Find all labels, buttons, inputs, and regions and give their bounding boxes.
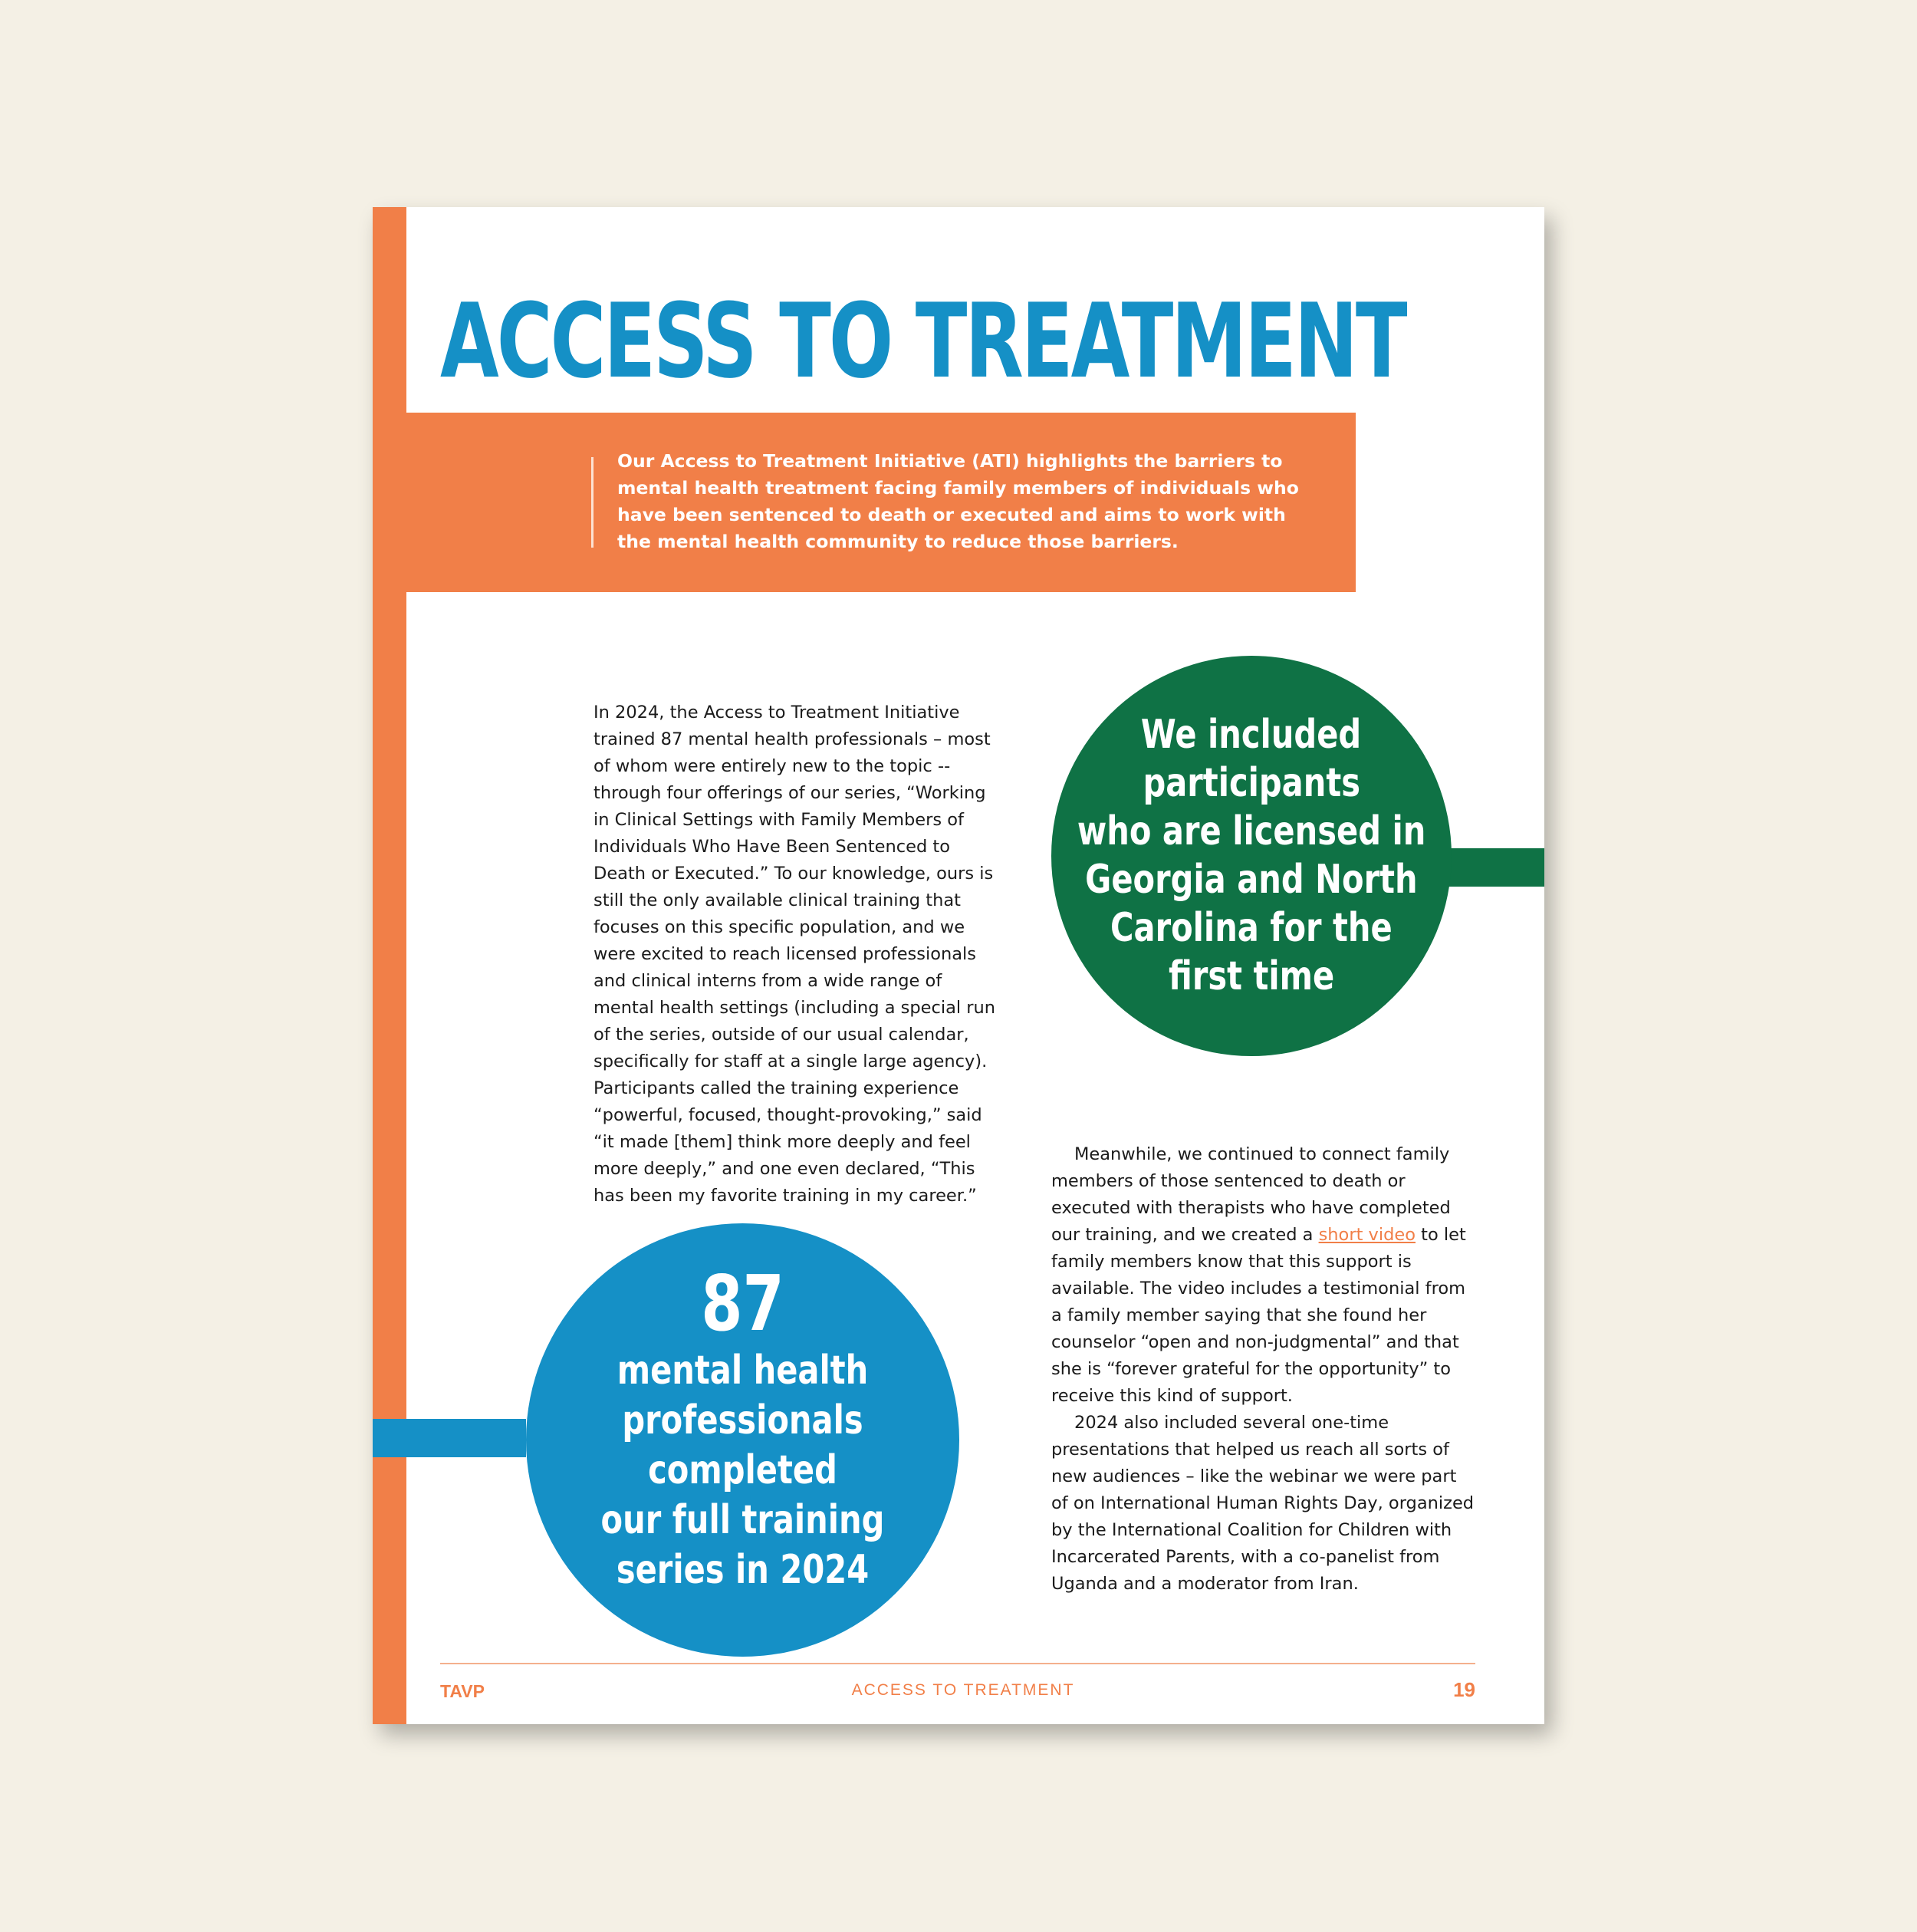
- blue-callout: [526, 1223, 959, 1657]
- blue-callout-text: [526, 1346, 959, 1595]
- report-page: [373, 207, 1544, 1724]
- blue-callout-line: mental health: [617, 1348, 869, 1394]
- intro-rule: [591, 457, 594, 548]
- blue-callout-number: 87: [701, 1259, 784, 1348]
- blue-callout-connector: [373, 1419, 526, 1457]
- green-callout-line: Georgia and North: [1085, 857, 1418, 903]
- footer-section-name: ACCESS TO TREATMENT: [851, 1681, 1075, 1699]
- green-callout-line: participants: [1143, 760, 1360, 806]
- right-paragraph-2: 2024 also included several one-time presentations that helped us reach all sorts of new audiences – like the webinar we were part of on International Human Rights Day, organized by the International Coalition for Children with Incarcerated Parents, with a co-panelist from Uganda and a moderator from Iran.: [1051, 1413, 1475, 1594]
- blue-callout-line: completed: [648, 1447, 837, 1493]
- footer-org-name: TAVP: [440, 1681, 485, 1701]
- green-callout-line: who are licensed in: [1077, 808, 1426, 854]
- blue-callout-line: professionals: [622, 1397, 863, 1443]
- short-video-link[interactable]: short video: [1318, 1225, 1416, 1245]
- left-paragraph: In 2024, the Access to Treatment Initiative trained 87 mental health professionals – most of whom were entirely new to the topic -- through four offerings of our series, “Working in Clinical Settings with Family Members of Individuals Who Have Been Sentenced to Death or Executed.” To our knowledge, ours is still the only available clinical training that focuses on this specific population, and we were excited to reach licensed professionals and clinical interns from a wide range of mental health settings (including a special run of the series, outside of our usual calendar, specifically for staff at a single large agency). Participants called the training experience “powerful, focused, thought-provoking,” said “it made [them] think more deeply and feel more deeply,” and one even declared, “This has been my favorite training in my career.”: [594, 703, 996, 1206]
- right-paragraph-1: [1051, 1141, 1477, 1410]
- left-column: [594, 699, 1000, 1210]
- footer-divider: [440, 1663, 1475, 1664]
- page-title: ACCESS TO TREATMENT: [440, 281, 1406, 401]
- green-callout-line: Carolina for the: [1110, 905, 1393, 951]
- right-column: [1051, 1141, 1477, 1598]
- green-callout-line: We included: [1141, 712, 1362, 758]
- right-paragraph-1-text: Meanwhile, we continued to connect family members of those sentenced to death or executed with therapists who have completed our training, and we created a: [1051, 1144, 1451, 1245]
- blue-callout-line: our full training: [600, 1497, 885, 1543]
- page-accent-bar: [373, 207, 406, 1724]
- intro-text: Our Access to Treatment Initiative (ATI) highlights the barriers to mental health treatment facing family members of individuals who have been sentenced to death or executed and aims to work with the mental health community to reduce those barriers.: [617, 450, 1299, 552]
- right-paragraph-1-text-end: to let family members know that this support is available. The video includes a testimonial from a family member saying that she found her counselor “open and non-judgmental” and that she is “forever grateful for the opportunity” to receive this kind of support.: [1051, 1225, 1466, 1406]
- green-callout: [1051, 656, 1452, 1056]
- page-number: 19: [1453, 1678, 1475, 1701]
- intro-banner: [406, 413, 1356, 592]
- green-callout-line: first time: [1168, 953, 1335, 999]
- blue-callout-line: series in 2024: [616, 1547, 870, 1593]
